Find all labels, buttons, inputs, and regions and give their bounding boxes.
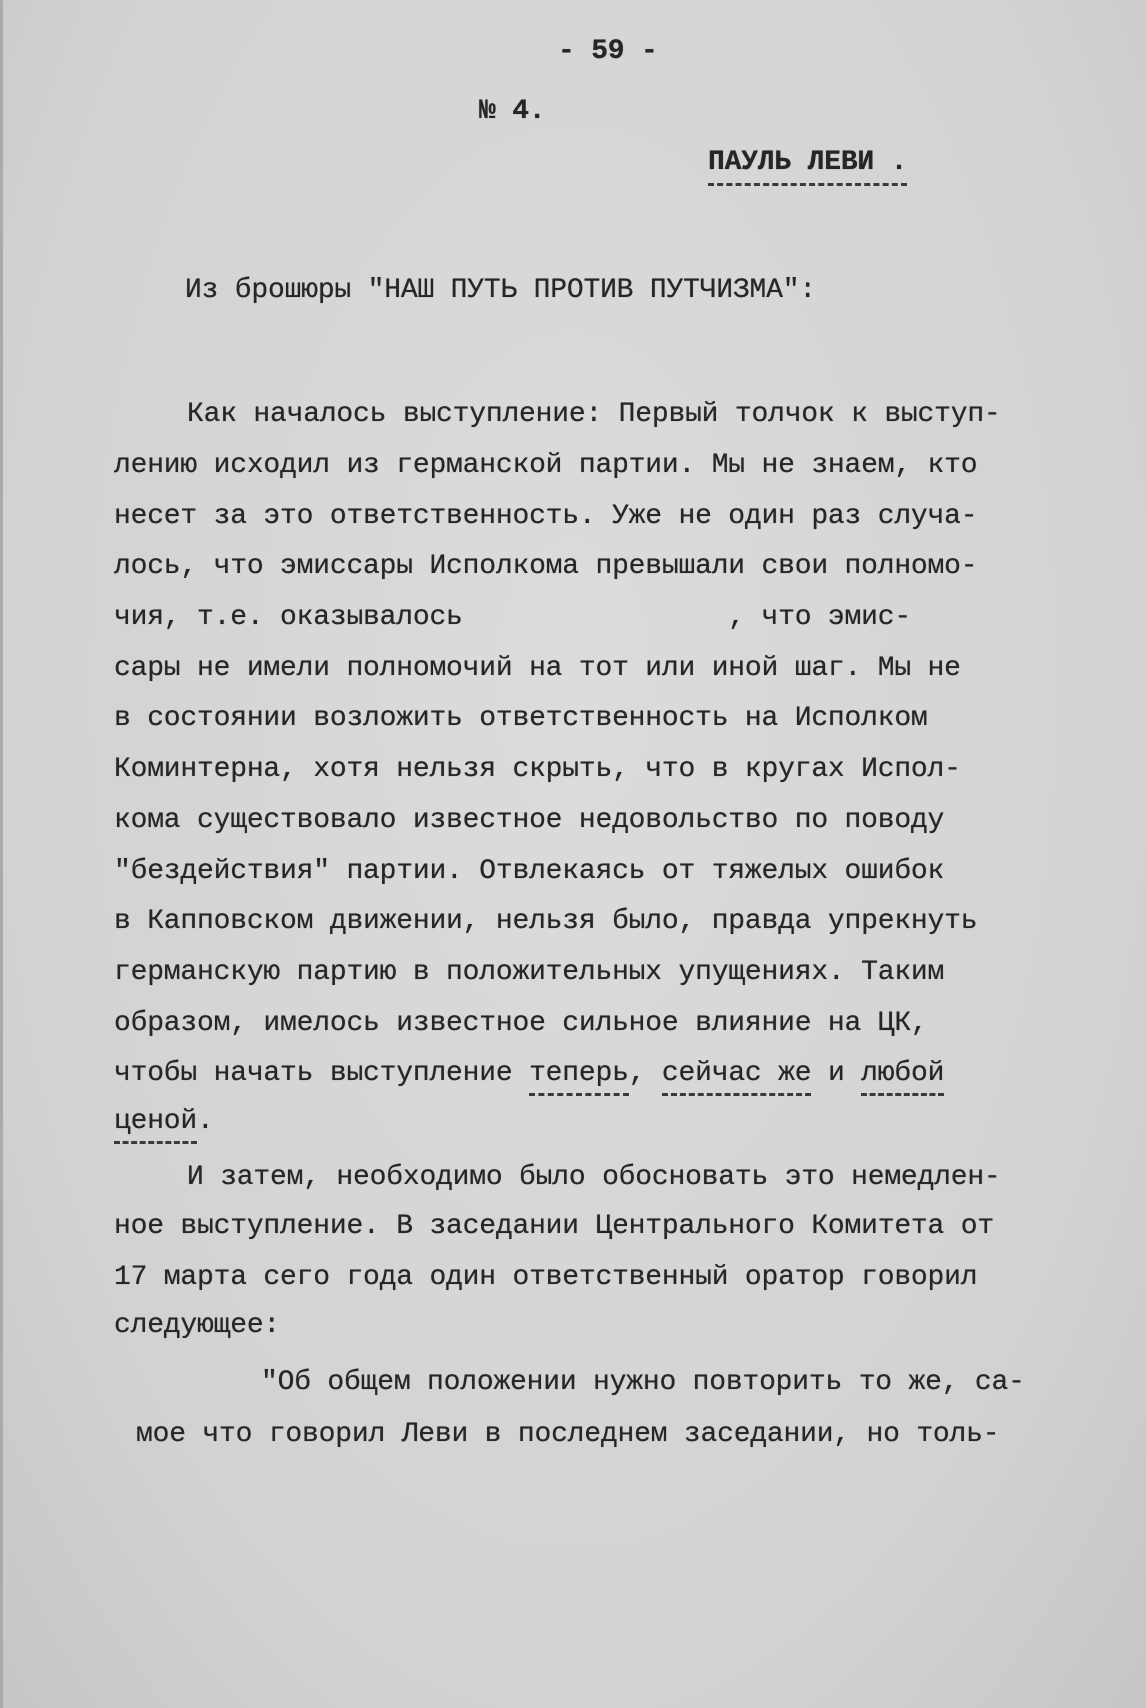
body-line: сары не имели полномочий на тот или иной шаг. Мы не bbox=[114, 653, 961, 684]
page-number: - 59 - bbox=[558, 36, 658, 67]
body-line: "бездействия" партии. Отвлекаясь от тяжелых ошибок bbox=[114, 856, 945, 887]
body-line-emphasis bbox=[114, 1058, 944, 1090]
body-line: Как началось выступление: Первый толчок к выступ- bbox=[187, 399, 1001, 430]
underlined-word: теперь bbox=[529, 1058, 629, 1096]
body-line: 17 марта сего года один ответственный оратор говорил bbox=[114, 1262, 978, 1293]
body-line: Коминтерна, хотя нельзя скрыть, что в кругах Испол- bbox=[114, 754, 961, 785]
body-line: несет за это ответственность. Уже не один раз случа- bbox=[114, 501, 978, 532]
body-line: чия, т.е. оказывалось , что эмис- bbox=[114, 602, 911, 633]
body-line-emphasis bbox=[114, 1106, 214, 1138]
separator: , bbox=[628, 1058, 662, 1089]
body-line: германскую партию в положительных упущениях. Таким bbox=[114, 957, 945, 988]
page-edge-left bbox=[0, 0, 3, 1708]
body-line: лось, что эмиссары Исполкома превышали свои полномо- bbox=[114, 551, 978, 582]
underlined-word: сейчас же bbox=[662, 1058, 811, 1096]
document-number: № 4. bbox=[479, 96, 546, 127]
quote-line: мое что говорил Леви в последнем заседании, но толь- bbox=[136, 1419, 1000, 1450]
heading: Из брошюры "НАШ ПУТЬ ПРОТИВ ПУТЧИЗМА": bbox=[185, 275, 816, 306]
author-name: ПАУЛЬ ЛЕВИ . bbox=[708, 147, 907, 186]
body-line: в состоянии возложить ответственность на Исполком bbox=[114, 703, 928, 734]
body-line: кома существовало известное недовольство по поводу bbox=[114, 805, 945, 836]
body-line: в Капповском движении, нельзя было, правда упрекнуть bbox=[114, 906, 978, 937]
body-line: ное выступление. В заседании Центрального Комитета от bbox=[114, 1211, 994, 1242]
body-line: лению исходил из германской партии. Мы не знаем, кто bbox=[114, 450, 978, 481]
plain-text: чтобы начать выступление bbox=[114, 1058, 530, 1089]
body-line: образом, имелось известное сильное влияние на ЦК, bbox=[114, 1008, 928, 1039]
separator: и bbox=[811, 1058, 862, 1089]
quote-line: "Об общем положении нужно повторить то же, са- bbox=[261, 1367, 1025, 1398]
underlined-word: любой bbox=[861, 1058, 944, 1096]
body-line: следующее: bbox=[114, 1310, 281, 1341]
separator: . bbox=[197, 1106, 214, 1137]
body-line: И затем, необходимо было обосновать это немедлен- bbox=[187, 1162, 1001, 1193]
underlined-word: ценой bbox=[114, 1106, 197, 1144]
